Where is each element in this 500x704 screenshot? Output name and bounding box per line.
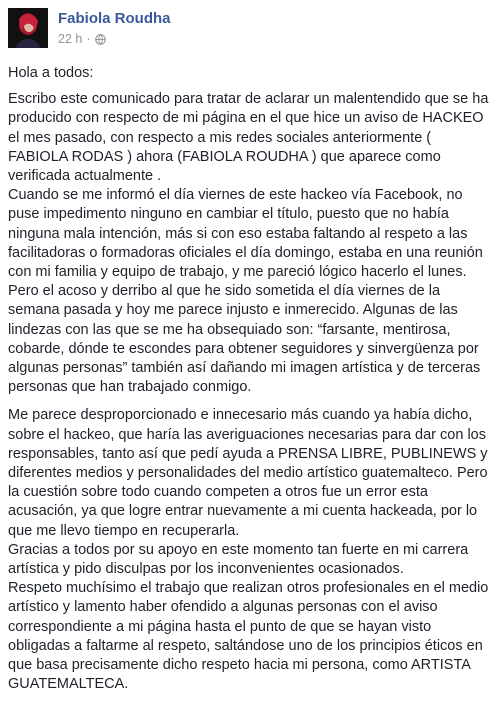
post-text-line: algunas personas” también así dañando mi imagen artística y de terceras: [8, 360, 481, 377]
avatar-image: [8, 8, 48, 48]
post-text-line: correspondiente a mi página hasta el punto de que se hayan visto: [8, 618, 432, 635]
post-text-line: sobre el hackeo, que haría las averiguaciones necesarias para dar con los: [8, 426, 486, 443]
post-text-line: el mes pasado, con respecto a mis redes sociales anteriormente (: [8, 129, 432, 146]
post-text-line: diferentes medios y personalidades del medio artístico guatemalteco. Pero: [8, 465, 488, 482]
post-text-line: GUATEMALTECA.: [8, 676, 129, 693]
post-text-line: personas que han trabajado conmigo.: [8, 379, 252, 396]
post-text-line: artística y pido disculpas por los inconvenientes ocasionados.: [8, 561, 404, 578]
post-text-line: puse impedimento ninguno en cambiar el título, puesto que no había: [8, 206, 449, 223]
post-text-line: Cuando se me informó el día viernes de este hackeo vía Facebook, no: [8, 187, 463, 204]
post-text-line: semana pasada y hoy me parece injusto e inmerecido. Algunas de las: [8, 302, 458, 319]
post-text-line: Respeto muchísimo el trabajo que realizan otros profesionales en el medio: [8, 580, 489, 597]
post-text-line: acusación, ya que logre entrar nuevamente a mi cuenta hackeada, por lo: [8, 503, 478, 520]
post-text-line: Me parece desproporcionado e innecesario más cuando ya había dicho,: [8, 407, 473, 424]
post-text-line: Escribo este comunicado para tratar de aclarar un malentendido que se ha: [8, 91, 489, 108]
avatar[interactable]: [8, 8, 48, 48]
post-text-line: responsables, tanto así que pedí ayuda a PRENSA LIBRE, PUBLINEWS y: [8, 445, 488, 462]
post-body: [8, 64, 496, 704]
post-text-line: Gracias a todos por su apoyo en este momento tan fuerte en mi carrera: [8, 541, 469, 558]
post-text-line: cobarde, dónde te escondes para obtener seguidores y sinvergüenza por: [8, 340, 479, 357]
post-text-line: verificada actualmente .: [8, 168, 162, 185]
post-timestamp[interactable]: 22 h: [58, 32, 83, 46]
post-header: [0, 0, 500, 58]
meta-separator: ·: [86, 32, 91, 46]
post-text-line: FABIOLA RODAS ) ahora (FABIOLA ROUDHA ) que aparece como: [8, 148, 441, 165]
post-meta: [58, 32, 106, 46]
post-text-line: lindezas con las que se me ha obsequiado son: “farsante, mentirosa,: [8, 321, 451, 338]
post-text-line: obligadas a faltarme al respeto, saltándose uno de los principios éticos en: [8, 637, 483, 654]
post-text-line: facilitadoras o formadoras oficiales el día domingo, estaba en una reunión: [8, 244, 483, 261]
post-text-line: Pero el acoso y derribo al que he sido sometida el día viernes de la: [8, 283, 441, 300]
post-author-name[interactable]: Fabiola Roudha: [58, 10, 171, 27]
post-greeting: Hola a todos:: [8, 65, 94, 81]
post-text-line: ninguna mala intención, más si con eso estaba faltando al respeto a las: [8, 225, 468, 242]
post-text-line: producido con respecto de mi página en el que hice un aviso de HACKEO: [8, 110, 484, 127]
post-paragraph: [8, 406, 496, 694]
post-text-line: la cuestión sobre todo cuando competen a otros fue un error esta: [8, 484, 428, 501]
post-paragraph: [8, 90, 496, 397]
post-text-line: artístico y lamento haber ofendido a algunas personas con el aviso: [8, 599, 438, 616]
post-text-line: que me llevo tiempo en recuperarla.: [8, 522, 240, 539]
post-text-line: que basa precisamente dicho respeto hacia mi persona, como ARTISTA: [8, 657, 471, 674]
globe-icon[interactable]: [95, 34, 106, 45]
post-text-line: con mi familia y equipo de trabajo, y me pareció lógico hacerlo el lunes.: [8, 264, 467, 281]
